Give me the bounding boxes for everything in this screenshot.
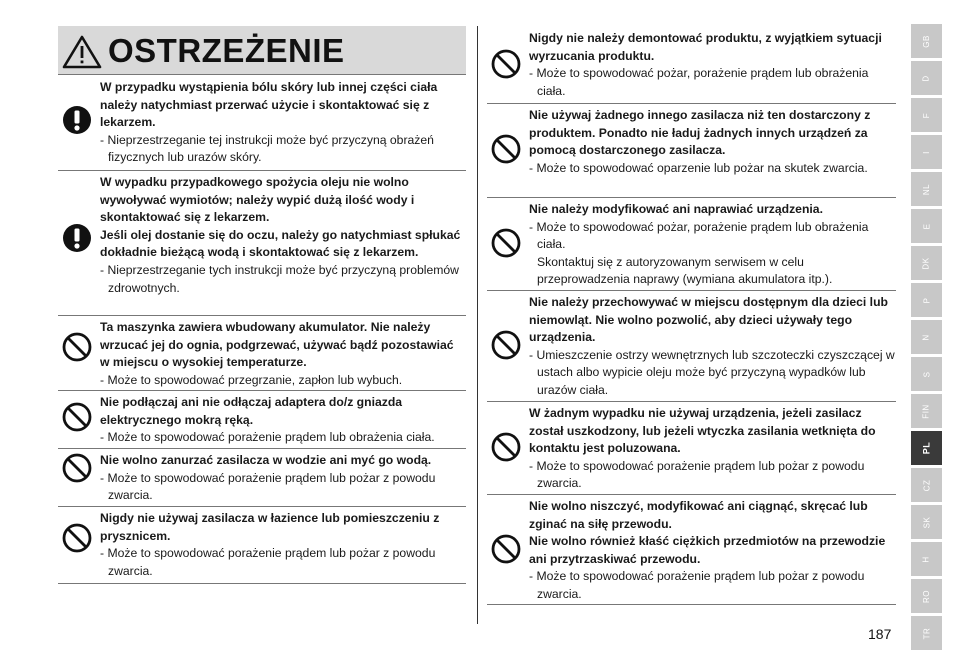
language-tab-pl[interactable]: PL <box>911 431 942 465</box>
warning-heading: Nie wolno zanurzać zasilacza w wodzie ani myć go wodą. <box>100 453 432 467</box>
warning-heading: W przypadku wystąpienia bólu skóry lub innej części ciała należy natychmiast przerwać użycie i skontaktować się z lekarzem. <box>100 80 438 130</box>
language-tab-e[interactable]: E <box>911 209 942 243</box>
warning-consequence: - Może to spowodować oparzenie lub pożar na skutek zwarcia. <box>529 160 868 175</box>
prohibited-icon <box>491 49 521 84</box>
language-tab-ro[interactable]: RO <box>911 579 942 613</box>
language-tab-n[interactable]: N <box>911 320 942 354</box>
language-tab-f[interactable]: F <box>911 98 942 132</box>
warning-consequence: - Może to spowodować przegrzanie, zapłon lub wybuch. <box>100 372 403 387</box>
warning-consequence: - Może to spowodować porażenie prądem lub pożar z powodu zwarcia. <box>100 470 436 503</box>
warning-item <box>58 506 466 584</box>
language-tab-s[interactable]: S <box>911 357 942 391</box>
warning-consequence: - Nieprzestrzeganie tych instrukcji może być przyczyną problemów zdrowotnych. <box>100 262 459 295</box>
column-divider <box>477 26 478 624</box>
warning-consequence: - Może to spowodować porażenie prądem lub pożar z powodu zwarcia. <box>529 458 865 491</box>
warning-text <box>100 510 466 580</box>
warning-consequence: Skontaktuj się z autoryzowanym serwisem w celu przeprowadzenia naprawy (wymiana akumulatora itp.). <box>537 254 833 287</box>
warning-heading: Ta maszynka zawiera wbudowany akumulator. Nie należy wrzucać jej do ognia, podgrzewać, używać bądź pozostawiać w miejscu o wysokiej temperaturze. <box>100 320 454 370</box>
language-tab-tr[interactable]: TR <box>911 616 942 650</box>
title-bar <box>58 26 466 75</box>
language-tab-sk[interactable]: SK <box>911 505 942 539</box>
prohibited-icon <box>62 402 92 437</box>
warning-heading: Nigdy nie używaj zasilacza w łazience lub pomieszczeniu z prysznicem. <box>100 511 440 543</box>
warning-text <box>529 498 896 604</box>
warning-heading: Nie należy modyfikować ani naprawiać urządzenia. <box>529 202 823 216</box>
language-tab-dk[interactable]: DK <box>911 246 942 280</box>
prohibited-icon <box>491 534 521 569</box>
language-tab-nl[interactable]: NL <box>911 172 942 206</box>
warning-consequence: - Może to spowodować porażenie prądem lub pożar z powodu zwarcia. <box>100 546 436 578</box>
language-tab-cz[interactable]: CZ <box>911 468 942 502</box>
prohibited-icon <box>491 228 521 263</box>
language-tab-gb[interactable]: GB <box>911 24 942 58</box>
warning-heading: Nie wolno również kłaść ciężkich przedmiotów na przewodzie ani przytrzaskiwać przewodu. <box>529 534 886 566</box>
warning-item <box>487 290 896 402</box>
mandatory-action-icon <box>62 223 92 258</box>
warning-consequence: - Umieszczenie ostrzy wewnętrznych lub szczoteczki czyszczącej w ustach albo wypicie oleju może być przyczyną wypadków lub urazów ciała. <box>529 347 895 397</box>
warning-item <box>487 103 896 198</box>
warning-heading: W wypadku przypadkowego spożycia oleju nie wolno wywoływać wymiotów; należy wypić dużą ilość wody i skontaktować się z lekarzem. <box>100 175 415 225</box>
warning-consequence: - Może to spowodować pożar, porażenie prądem lub obrażenia ciała. <box>529 66 869 98</box>
warning-heading: Nie należy przechowywać w miejscu dostępnym dla dzieci lub niemowląt. Nie wolno pozwolić, aby dzieci używały tego urządzenia. <box>529 295 888 345</box>
warning-heading: Nie używaj żadnego innego zasilacza niż ten dostarczony z produktem. Ponadto nie ładuj żadnych innych urządzeń za pomocą dostarczonego zasilacza. <box>529 108 871 158</box>
prohibited-icon <box>491 432 521 467</box>
warning-text <box>529 294 896 400</box>
warning-text <box>100 394 466 447</box>
warning-text <box>529 107 896 177</box>
warning-item <box>58 170 466 316</box>
warning-text <box>529 30 896 100</box>
warning-item <box>58 390 466 449</box>
warning-triangle-icon <box>62 35 102 69</box>
warning-heading: Nie wolno niszczyć, modyfikować ani ciągnąć, skręcać lub zginać na siłę przewodu. <box>529 499 868 531</box>
warning-text <box>100 174 466 297</box>
language-tab-h[interactable]: H <box>911 542 942 576</box>
warning-item <box>487 494 896 605</box>
warning-heading: Jeśli olej dostanie się do oczu, należy go natychmiast spłukać dokładnie bieżącą wodą i skontaktować się z lekarzem. <box>100 227 461 260</box>
warning-text <box>529 201 896 289</box>
language-tab-d[interactable]: D <box>911 61 942 95</box>
warning-heading: W żadnym wypadku nie używaj urządzenia, jeżeli zasilacz został uszkodzony, lub jeżeli wtyczka zasilania wetknięta do kontaktu jest poluzowana. <box>529 406 876 456</box>
warning-heading: Nigdy nie należy demontować produktu, z wyjątkiem sytuacji wyrzucania produktu. <box>529 31 882 63</box>
warning-text <box>529 405 896 493</box>
warning-heading: Nie podłączaj ani nie odłączaj adaptera do/z gniazda elektrycznego mokrą ręką. <box>100 395 403 427</box>
warning-item <box>487 197 896 291</box>
warning-consequence: - Może to spowodować pożar, porażenie prądem lub obrażenia ciała. <box>529 219 869 252</box>
warning-item <box>58 448 466 507</box>
language-tab-i[interactable]: I <box>911 135 942 169</box>
prohibited-icon <box>491 330 521 365</box>
warning-consequence: - Nieprzestrzeganie tej instrukcji może być przyczyną obrażeń fizycznych lub urazów skóry. <box>100 132 434 165</box>
prohibited-icon <box>62 332 92 367</box>
warning-text <box>100 452 466 505</box>
warning-item <box>58 315 466 391</box>
warning-consequence: - Może to spowodować porażenie prądem lub pożar z powodu zwarcia. <box>529 569 865 601</box>
warning-item <box>487 401 896 495</box>
page-title: OSTRZEŻENIE <box>108 32 345 69</box>
warning-text <box>100 319 466 389</box>
prohibited-icon <box>62 453 92 488</box>
warning-item <box>487 26 896 104</box>
warning-item <box>58 75 466 171</box>
warning-consequence: - Może to spowodować porażenie prądem lub obrażenia ciała. <box>100 430 435 445</box>
page-number: 187 <box>868 626 892 642</box>
language-tab-p[interactable]: P <box>911 283 942 317</box>
prohibited-icon <box>62 523 92 558</box>
prohibited-icon <box>491 134 521 169</box>
mandatory-action-icon <box>62 105 92 140</box>
warning-text <box>100 79 466 167</box>
language-tab-fin[interactable]: FIN <box>911 394 942 428</box>
